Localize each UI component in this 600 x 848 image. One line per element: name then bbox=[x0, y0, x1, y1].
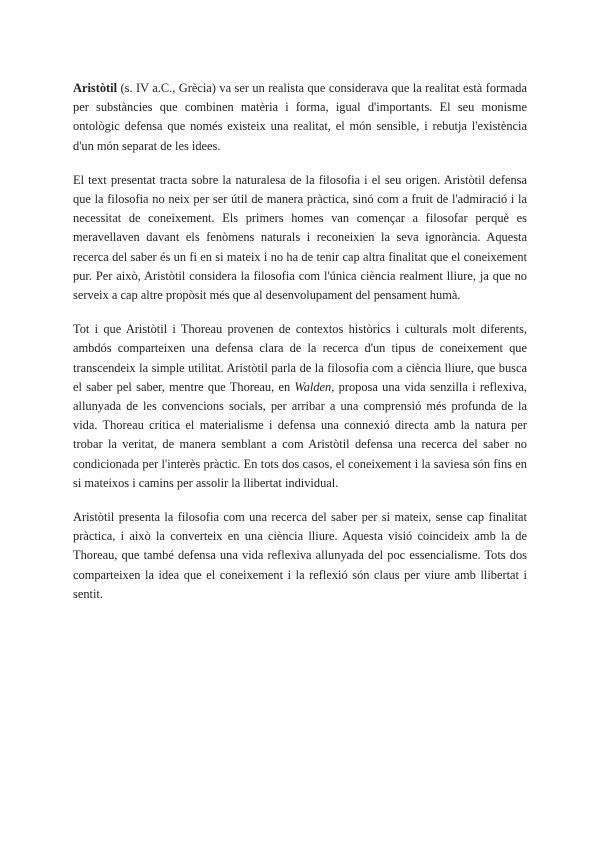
paragraph-text: (s. IV a.C., Grècia) va ser un realista que considerava que la realitat està formada per substàncies que combinen matèria i forma, igual d'importants. El seu monisme ontològic defensa que només existeix una realitat, el món sensible, i rebutja l'existència d'un món separat de les idees. bbox=[73, 81, 527, 153]
book-title: Walden bbox=[294, 379, 332, 394]
paragraph-introduction bbox=[73, 79, 527, 156]
paragraph-comparison bbox=[73, 320, 527, 493]
paragraph-conclusion bbox=[73, 508, 527, 604]
document-body bbox=[73, 79, 527, 619]
paragraph-text: Aristòtil presenta la filosofia com una recerca del saber per si mateix, sense cap finalitat pràctica, i això la converteix en una ciència lliure. Aquesta visió coincideix amb la de Thoreau, que també defensa una vida reflexiva allunyada del poc essencialisme. Tots dos comparteixen la idea que el coneixement i la reflexió són claus per viure amb llibertat i sentit. bbox=[73, 510, 527, 601]
paragraph-text-summary bbox=[73, 171, 527, 305]
paragraph-text: El text presentat tracta sobre la naturalesa de la filosofia i el seu origen. Aristòtil defensa que la filosofia no neix per ser útil de manera pràctica, sinó com a fruit de l'admiració i la necessitat de coneixement. Els primers homes van començar a filosofar perquè es meravellaven davant els fenòmens naturals i reconeixien la seva ignorància. Aquesta recerca del saber és un fi en si mateix i no ha de tenir cap altra finalitat que el coneixement pur. Per això, Aristòtil considera la filosofia com l'única ciència realment lliure, ja que no serveix a cap altre propòsit més que al desenvolupament del pensament humà. bbox=[73, 172, 527, 303]
paragraph-text: Tot i que Aristòtil i Thoreau provenen de contextos històrics i culturals molt diferents, ambdós comparteixen una defensa clara de la recerca d'un tipus de coneixement que transcendeix la simple utilitat. Aristòtil parla de la filosofia com a ciència lliure, que busca el saber pel saber, mentre que Thoreau, en bbox=[73, 322, 527, 394]
paragraph-text: , proposa una vida senzilla i reflexiva, allunyada de les convencions socials, per arribar a una comprensió més profunda de la vida. Thoreau critica el materialisme i defensa una connexió directa amb la natura per trobar la veritat, de manera semblant a com Aristòtil defensa una recerca del saber no condicionada per l'interès pràctic. En tots dos casos, el coneixement i la saviesa són fins en si mateixos i camins per assolir la llibertat individual. bbox=[73, 379, 527, 490]
author-name: Aristòtil bbox=[73, 81, 118, 95]
